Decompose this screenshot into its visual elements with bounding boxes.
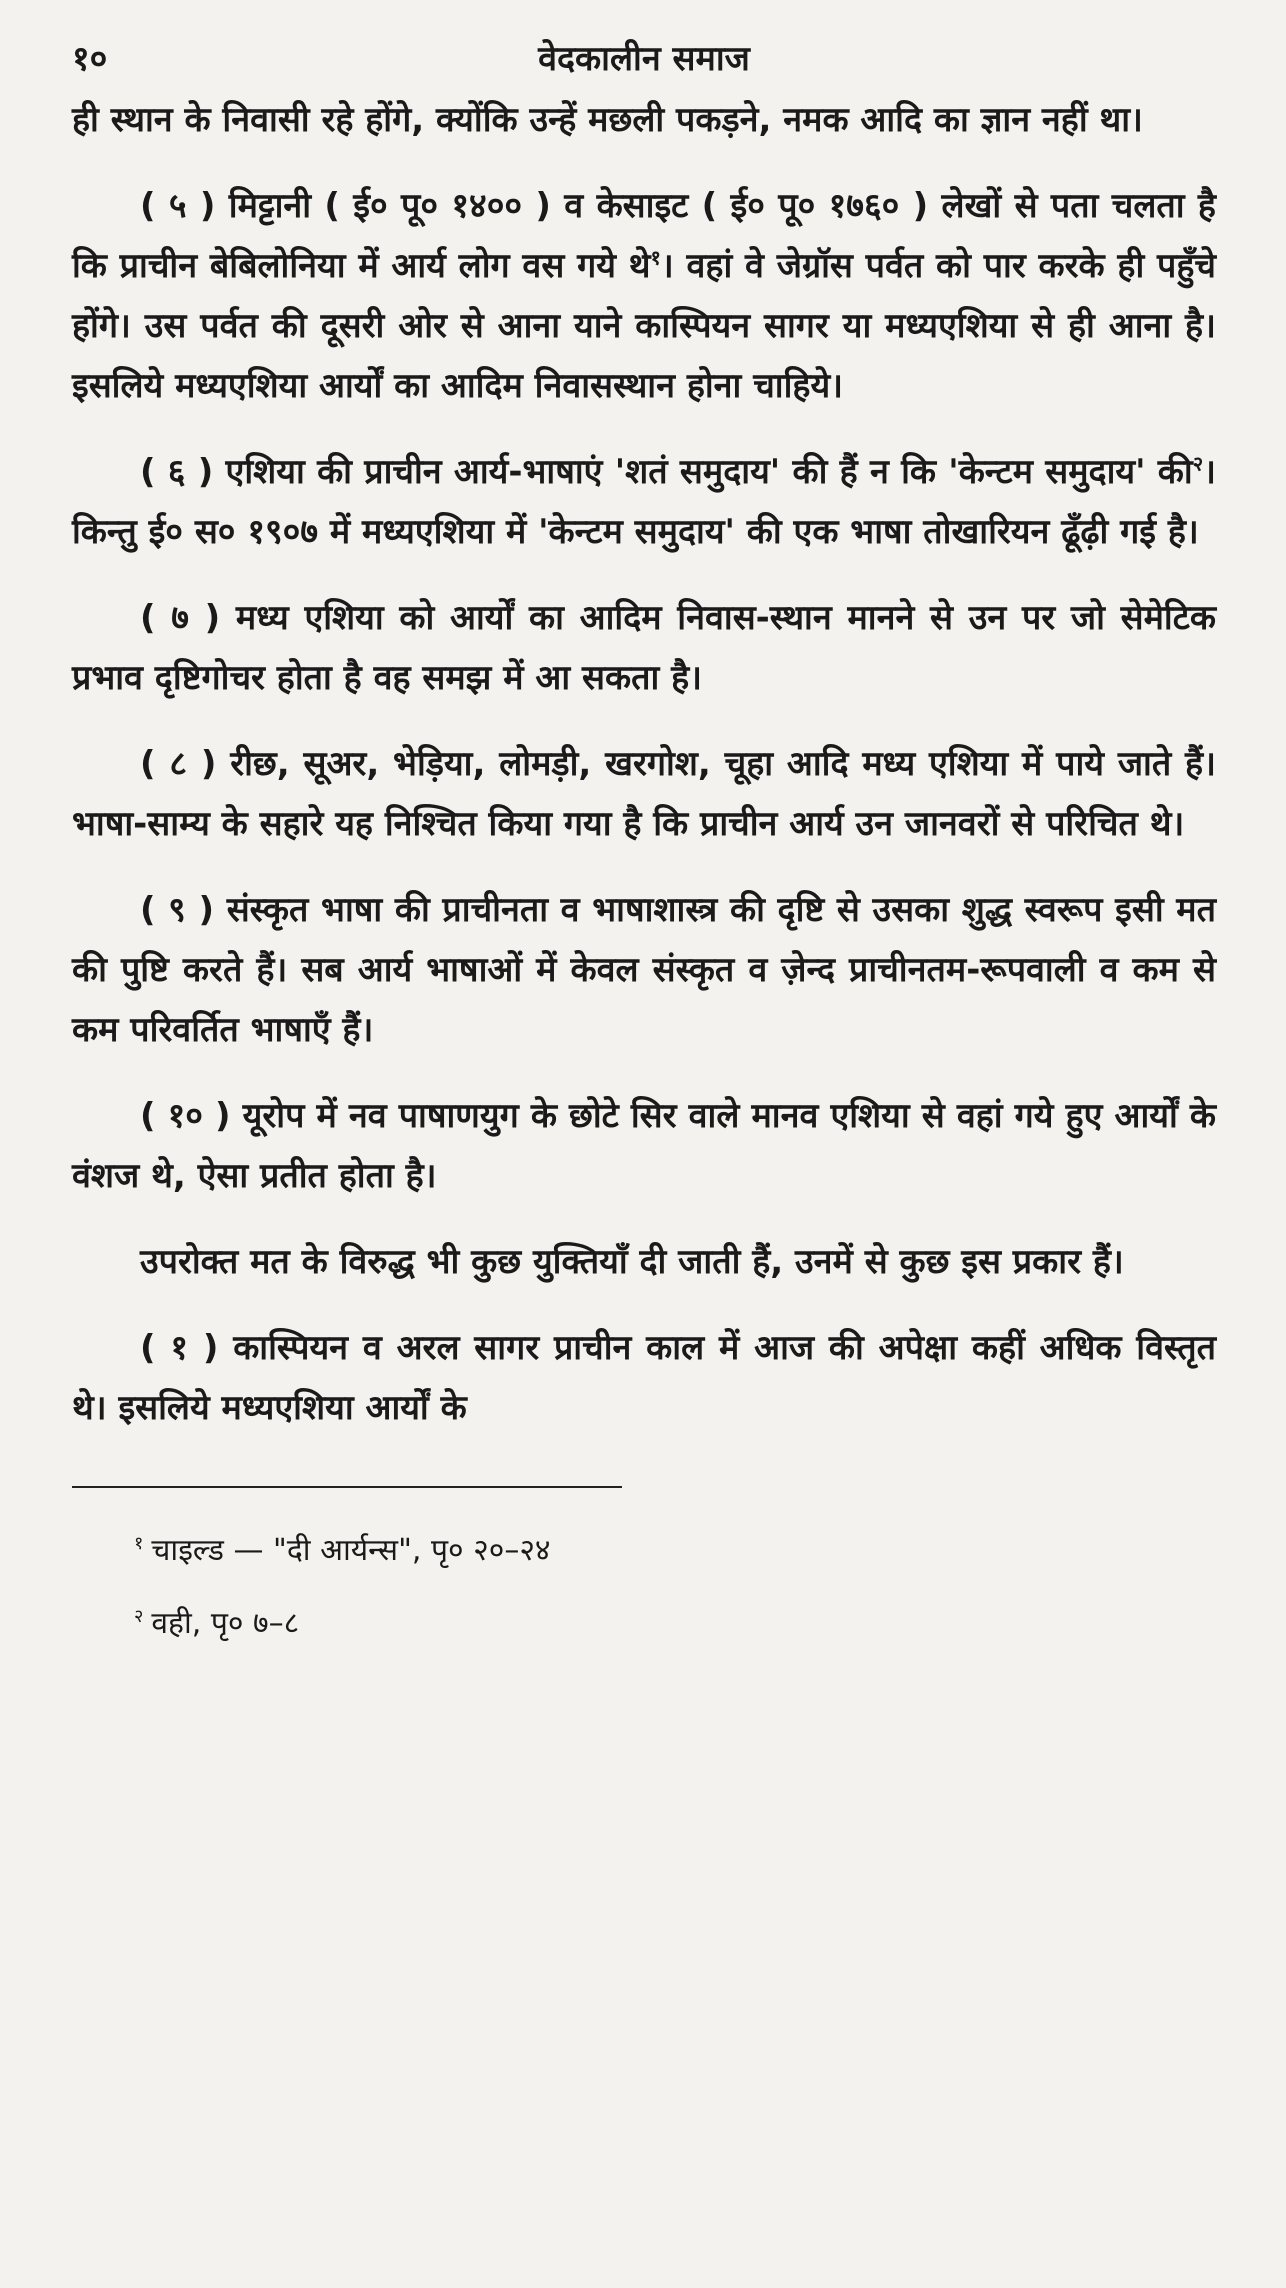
footnote-rule	[72, 1486, 622, 1488]
paragraph-counter-intro: उपरोक्त मत के विरुद्ध भी कुछ युक्तियाँ दी जाती हैं, उनमें से कुछ इस प्रकार हैं।	[140, 1242, 1124, 1282]
page-number: १०	[72, 39, 108, 79]
paragraph-point-10: ( १० ) यूरोप में नव पाषाणयुग के छोटे सिर वाले मानव एशिया से वहां गये हुए आर्यों के वंशज थे, ऐसा प्रतीत होता है।	[72, 1096, 1216, 1196]
running-title: वेदकालीन समाज	[538, 39, 750, 79]
paragraph-point-7: ( ७ ) मध्य एशिया को आर्यों का आदिम निवास-स्थान मानने से उन पर जो सेमेटिक प्रभाव दृष्टिगोचर होता है वह समझ में आ सकता है।	[72, 598, 1216, 698]
paragraph-point-5: ( ५ ) मिट्टानी ( ई० पू० १४०० ) व केसाइट ( ई० पू० १७६० ) लेखों से पता चलता है कि प्राचीन बेबिलोनिया में आर्य लोग वस गये थे$^१$। वहां वे जेग्रॉस पर्वत को पार करके ही पहुँचे होंगे। उस पर्वत की दूसरी ओर से आना याने कास्पियन सागर या मध्यएशिया से ही आना है। इसलिये मध्यएशिया आर्यों का आदिम निवासस्थान होना चाहिये।	[72, 186, 1216, 406]
paragraph-1: ही स्थान के निवासी रहे होंगे, क्योंकि उन्हें मछली पकड़ने, नमक आदि का ज्ञान नहीं था।	[72, 100, 1143, 140]
paragraph-point-6: ( ६ ) एशिया की प्राचीन आर्य-भाषाएं 'शतं समुदाय' की हैं न कि 'केन्टम समुदाय' की$^२$। किन्तु ई० स० १९०७ में मध्यएशिया में 'केन्टम समुदाय' की एक भाषा तोखारियन ढूँढ़ी गई है।	[72, 451, 1216, 552]
footnote-2: $^२$ वही, पृ० ७–८	[134, 1606, 300, 1641]
paragraph-point-9: ( ९ ) संस्कृत भाषा की प्राचीनता व भाषाशास्त्र की दृष्टि से उसका शुद्ध स्वरूप इसी मत की पुष्टि करते हैं। सब आर्य भाषाओं में केवल संस्कृत व ज़ेन्द प्राचीनतम-रूपवाली व कम से कम परिवर्तित भाषाएँ हैं।	[72, 890, 1216, 1050]
running-head	[72, 30, 1216, 82]
footnotes	[72, 1522, 1216, 1646]
footnote-ref-2: २	[1192, 451, 1204, 476]
footnote-ref-1: १	[650, 245, 661, 270]
footnote-mark-1: १	[134, 1533, 144, 1554]
body-text	[72, 90, 1216, 1438]
paragraph-point-8: ( ८ ) रीछ, सूअर, भेड़िया, लोमड़ी, खरगोश, चूहा आदि मध्य एशिया में पाये जाते हैं। भाषा-साम्य के सहारे यह निश्चित किया गया है कि प्राचीन आर्य उन जानवरों से परिचित थे।	[72, 744, 1216, 844]
paragraph-counter-point-1: ( १ ) कास्पियन व अरल सागर प्राचीन काल में आज की अपेक्षा कहीं अधिक विस्तृत थे। इसलिये मध्यएशिया आर्यों के	[72, 1328, 1216, 1428]
footnote-mark-2: २	[134, 1606, 144, 1627]
footnote-1: $^१$ चाइल्ड — "दी आर्यन्स", पृ० २०–२४	[134, 1533, 551, 1568]
